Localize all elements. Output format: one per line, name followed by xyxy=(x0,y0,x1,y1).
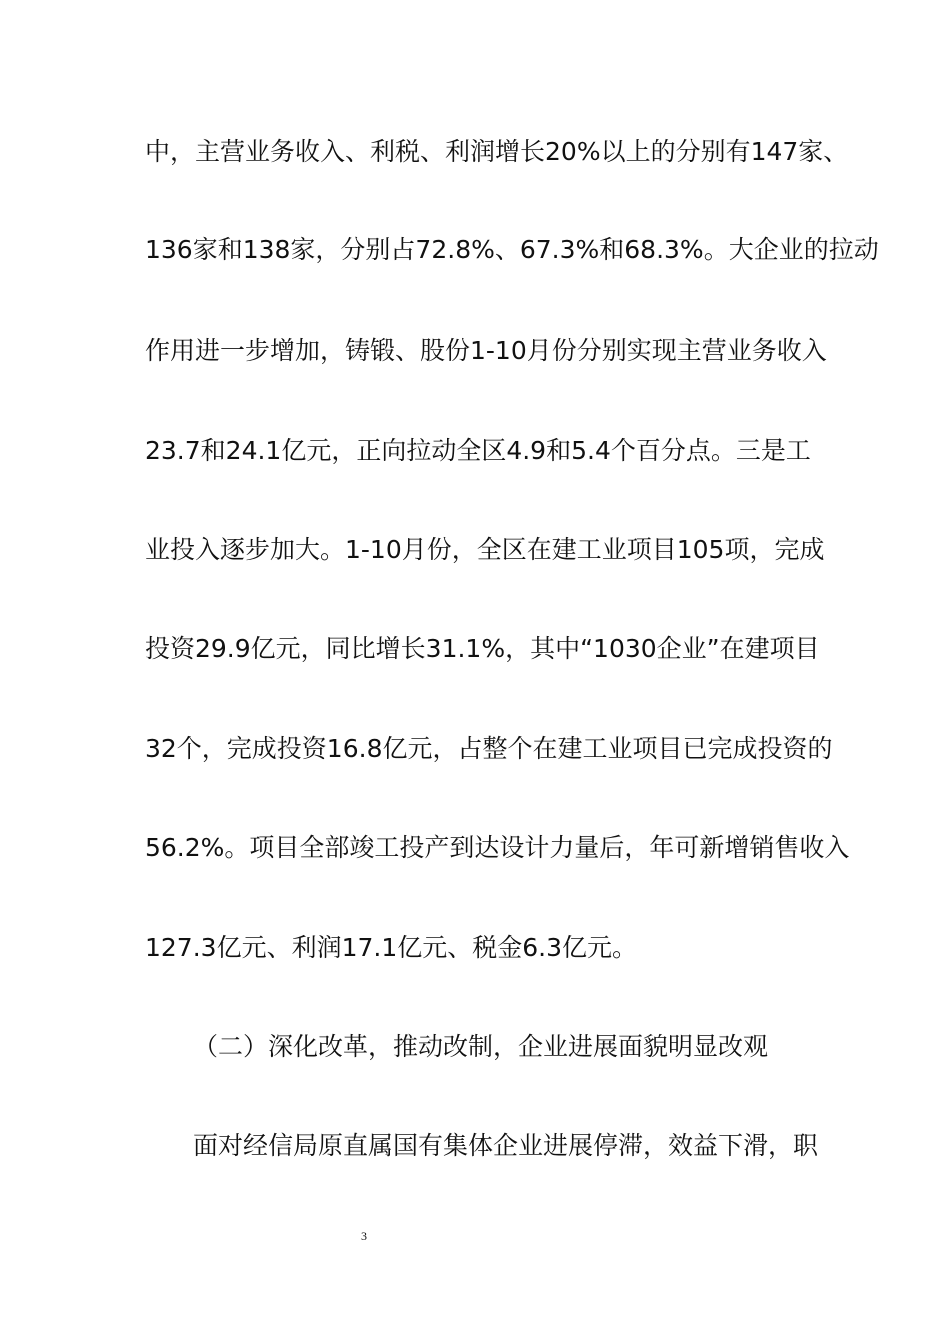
paragraph-first-line: 面对经信局原直属国有集体企业进展停滞，效益下滑，职 xyxy=(193,1131,819,1160)
body-text-line-1: 中，主营业务收入、利税、利润增长20%以上的分别有147家、 xyxy=(145,137,849,166)
body-text-line-5: 业投入逐步加大。1-10月份，全区在建工业项目105项，完成 xyxy=(145,535,825,564)
body-text-line-2: 136家和138家，分别占72.8%、67.3%和68.3%。大企业的拉动 xyxy=(145,235,879,264)
body-text-line-8: 56.2%。项目全部竣工投产到达设计力量后，年可新增销售收入 xyxy=(145,833,850,862)
body-text-line-6: 投资29.9亿元，同比增长31.1%，其中“1030企业”在建项目 xyxy=(145,634,820,663)
body-text-line-4: 23.7和24.1亿元，正向拉动全区4.9和5.4个百分点。三是工 xyxy=(145,436,811,465)
page-number: 3 xyxy=(361,1229,367,1243)
section-heading: （二）深化改革，推动改制，企业进展面貌明显改观 xyxy=(193,1032,769,1061)
body-text-line-7: 32个，完成投资16.8亿元，占整个在建工业项目已完成投资的 xyxy=(145,734,833,763)
body-text-line-3: 作用进一步增加，铸锻、股份1-10月份分别实现主营业务收入 xyxy=(145,336,827,365)
body-text-line-9: 127.3亿元、利润17.1亿元、税金6.3亿元。 xyxy=(145,933,637,962)
